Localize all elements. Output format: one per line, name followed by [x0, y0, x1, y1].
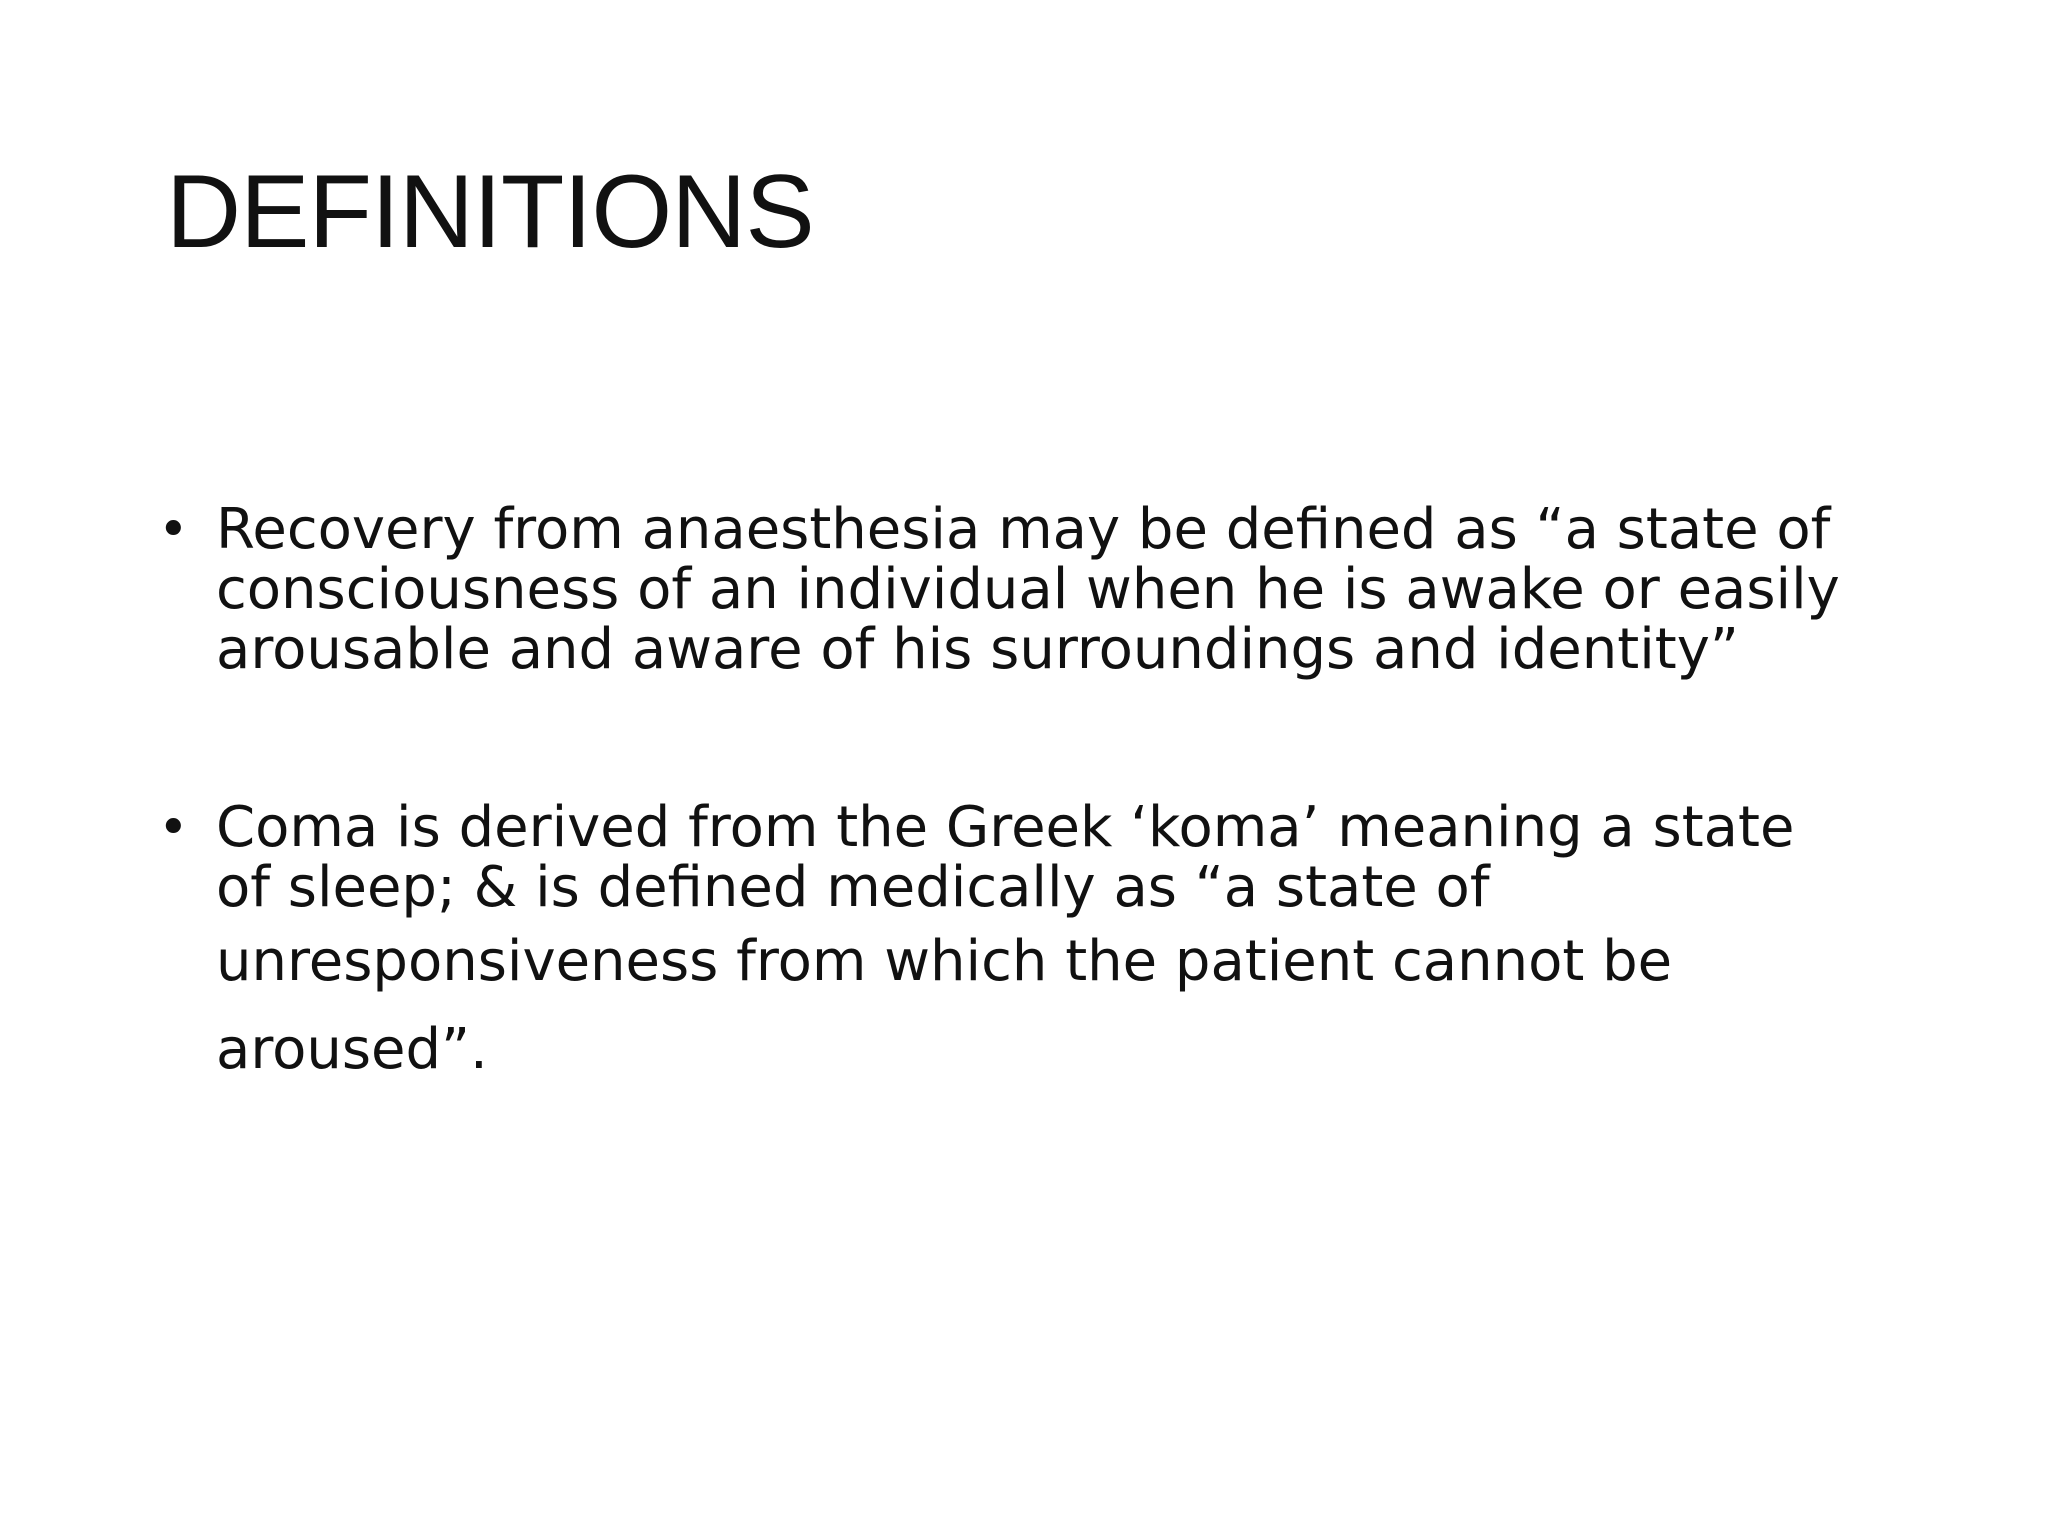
- bullet-line: aroused”.: [216, 1017, 488, 1082]
- bullet-line: of sleep; & is defined medically as “a state of: [216, 855, 1490, 920]
- bullet-line: arousable and aware of his surroundings and identity”: [216, 617, 1739, 682]
- bullet-list: [158, 497, 1898, 1094]
- bullet-item-recovery-definition: [158, 497, 1898, 682]
- bullet-line: consciousness of an individual when he is awake or easily: [216, 557, 1840, 622]
- bullet-line: Coma is derived from the Greek ‘koma’ meaning a state: [216, 795, 1795, 860]
- bullet-item-coma-definition: [158, 795, 1898, 1094]
- bullet-marker: •: [158, 500, 189, 560]
- bullet-line: Recovery from anaesthesia may be defined as “a state of: [216, 497, 1831, 562]
- slide-title: DEFINITIONS: [166, 154, 814, 270]
- bullet-line: unresponsiveness from which the patient cannot be: [216, 929, 1673, 994]
- bullet-marker: •: [158, 798, 189, 858]
